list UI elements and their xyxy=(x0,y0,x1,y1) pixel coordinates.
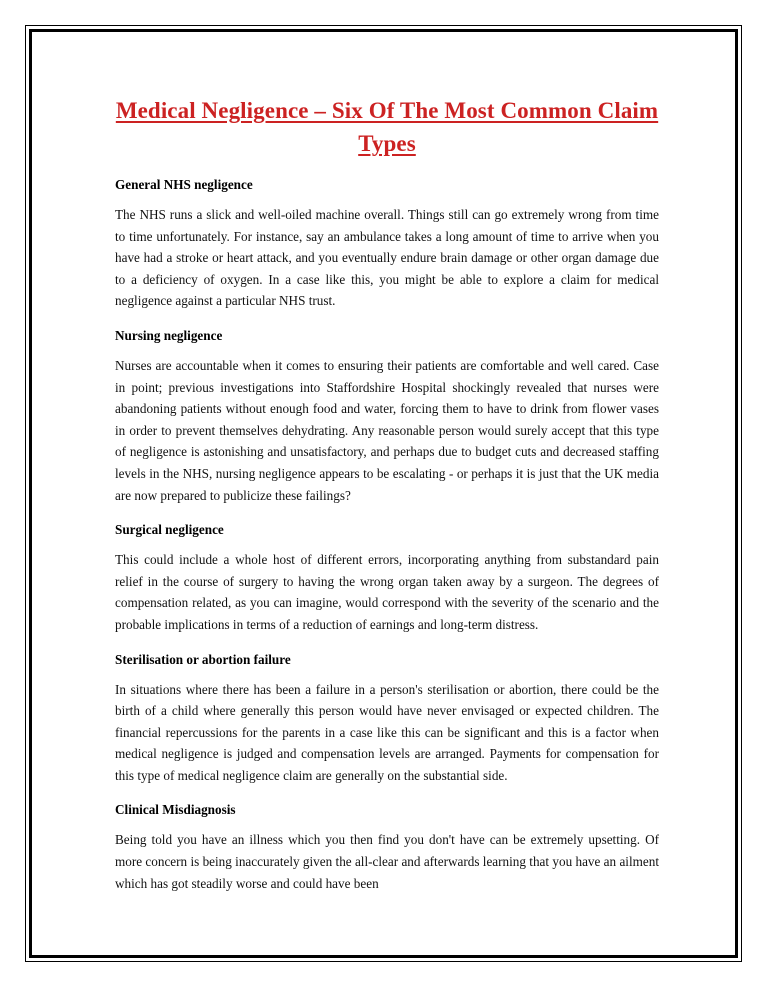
section-surgical-negligence xyxy=(115,521,659,635)
section-heading: Sterilisation or abortion failure xyxy=(115,651,291,667)
section-nursing-negligence xyxy=(115,327,659,506)
document-body xyxy=(115,94,659,898)
section-paragraph: In situations where there has been a failure in a person's sterilisation or abortion, there could be the birth of a child where generally this person would have never envisaged or expected children. The financial repercussions for the parents in a case like this can be significant and this is a factor when medical negligence is judged and compensation levels are arranged. Payments for compensation for this type of medical negligence claim are generally on the substantial side. xyxy=(115,681,659,783)
section-heading: Nursing negligence xyxy=(115,327,223,343)
section-heading: General NHS negligence xyxy=(115,177,253,192)
section-paragraph: Nurses are accountable when it comes to ensuring their patients are comfortable and well cared. Case in point; previous investigations into Staffordshire Hospital shockingly revealed that nurses were abandoning patients without enough food and water, forcing them to have to drink from flower vases in order to prevent themselves dehydrating. Any reasonable person would surely accept that this type of negligence is astonishing and unsatisfactory, and perhaps due to budget cuts and decreased staffing levels in the NHS, nursing negligence appears to be escalating - or perhaps it is just that the UK media are now prepared to publicize these failings? xyxy=(115,357,659,503)
page-title-text: Medical Negligence – Six Of The Most Common Claim Types xyxy=(115,98,659,156)
section-paragraph: Being told you have an illness which you then find you don't have can be extremely upsetting. Of more concern is being inaccurately given the all-clear and afterwards learning that you have an ailment which has got steadily worse and could have been xyxy=(115,832,659,891)
section-paragraph: This could include a whole host of different errors, incorporating anything from substandard pain relief in the course of surgery to having the wrong organ taken away by a surgeon. The degrees of compensation related, as you can imagine, would correspond with the severity of the scenario and the probable implications in terms of a reduction of earnings and long-term distress. xyxy=(115,552,659,632)
section-heading: Surgical negligence xyxy=(115,522,224,538)
section-sterilisation-or-abortion-failure xyxy=(115,651,659,787)
section-clinical-misdiagnosis xyxy=(115,801,659,894)
page-border-inner xyxy=(29,29,738,958)
section-paragraph: The NHS runs a slick and well-oiled machine overall. Things still can go extremely wrong from time to time unfortunately. For instance, say an ambulance takes a long amount of time to arrive when you have had a stroke or heart attack, and you eventually endure brain damage or other organ damage due to a deficiency of oxygen. In a case like this, you might be able to explore a claim for medical negligence against a particular NHS trust. xyxy=(115,207,659,309)
section-general-nhs-negligence xyxy=(115,176,659,312)
page-title xyxy=(115,94,659,160)
page-border-outer xyxy=(25,25,742,962)
section-heading: Clinical Misdiagnosis xyxy=(115,802,236,818)
